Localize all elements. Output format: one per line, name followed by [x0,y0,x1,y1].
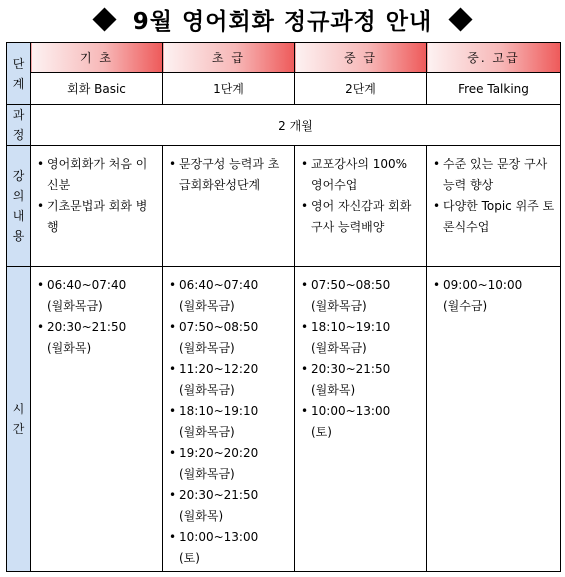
level-basic: 회화 Basic [31,73,163,105]
time-slot [169,443,290,485]
time-slot [301,275,422,317]
time-days: (월화목금) [311,299,367,313]
time-slot [433,275,556,317]
level-beginner: 1단계 [163,73,295,105]
content-basic [31,146,163,267]
header-beginner: 초 급 [163,43,295,73]
list-item: • 영어회화가 처음 이신분 [37,154,158,196]
time-days: (월화목금) [179,467,235,481]
time-days: (월화목금) [179,341,235,355]
time-beginner [163,267,295,572]
time-days: (월화목금) [311,341,367,355]
time-slot [301,401,422,443]
content-intermediate [295,146,427,267]
time-days: (월화목금) [179,425,235,439]
time-days: (월화목금) [179,383,235,397]
side-label-level: 단 계 [7,43,31,105]
time-days: (월수금) [443,299,488,313]
time-days: (월화목금) [47,299,103,313]
time-range: • 10:00~13:00 [311,404,391,418]
time-slot [169,485,290,527]
list-item: • 문장구성 능력과 초급회화완성단계 [169,154,290,196]
content-list [163,146,294,196]
time-range: • 10:00~13:00 [179,530,259,544]
diamond-left-icon [92,7,116,31]
content-list [295,146,426,238]
time-days: (월화목금) [179,299,235,313]
content-beginner [163,146,295,267]
level-intermediate: 2단계 [295,73,427,105]
course-table [6,42,561,572]
list-item: • 기초문법과 회화 병행 [37,196,158,238]
time-intermediate [295,267,427,572]
time-days: (월화목) [179,509,224,523]
time-range: • 18:10~19:10 [179,404,259,418]
list-item: • 교포강사의 100% 영어수업 [301,154,422,196]
list-item: • 다양한 Topic 위주 토론식수업 [433,196,556,238]
header-basic: 기 초 [31,43,163,73]
time-list [427,267,560,317]
header-advanced: 중. 고급 [427,43,561,73]
content-list [31,146,162,238]
side-label-course: 과 정 [7,105,31,146]
course-period: 2 개월 [31,105,561,146]
time-list [163,267,294,569]
page-title [0,0,565,38]
content-advanced [427,146,561,267]
time-range: • 06:40~07:40 [179,278,259,292]
time-slot [301,317,422,359]
time-slot [37,317,158,359]
title-text: 9월 영어회화 정규과정 안내 [132,8,433,35]
time-range: • 11:20~12:20 [179,362,259,376]
time-slot [169,527,290,569]
time-list [31,267,162,359]
time-range: • 20:30~21:50 [47,320,127,334]
time-slot [169,401,290,443]
time-slot [169,275,290,317]
time-range: • 19:20~20:20 [179,446,259,460]
time-range: • 20:30~21:50 [311,362,391,376]
time-range: • 18:10~19:10 [311,320,391,334]
time-days: (토) [311,425,332,439]
time-range: • 07:50~08:50 [311,278,391,292]
list-item: • 수준 있는 문장 구사 능력 향상 [433,154,556,196]
side-label-time: 시 간 [7,267,31,572]
time-days: (토) [179,551,200,565]
time-slot [37,275,158,317]
side-label-content: 강 의 내 용 [7,146,31,267]
level-advanced: Free Talking [427,73,561,105]
time-slot [169,359,290,401]
time-advanced [427,267,561,572]
header-intermediate: 중 급 [295,43,427,73]
time-list [295,267,426,443]
time-range: • 07:50~08:50 [179,320,259,334]
time-days: (월화목) [311,383,356,397]
content-list [427,146,560,238]
time-days: (월화목) [47,341,92,355]
time-range: • 20:30~21:50 [179,488,259,502]
list-item: • 영어 자신감과 회화 구사 능력배양 [301,196,422,238]
time-slot [169,317,290,359]
time-range: • 06:40~07:40 [47,278,127,292]
time-basic [31,267,163,572]
diamond-right-icon [449,7,473,31]
time-slot [301,359,422,401]
time-range: • 09:00~10:00 [443,278,523,292]
